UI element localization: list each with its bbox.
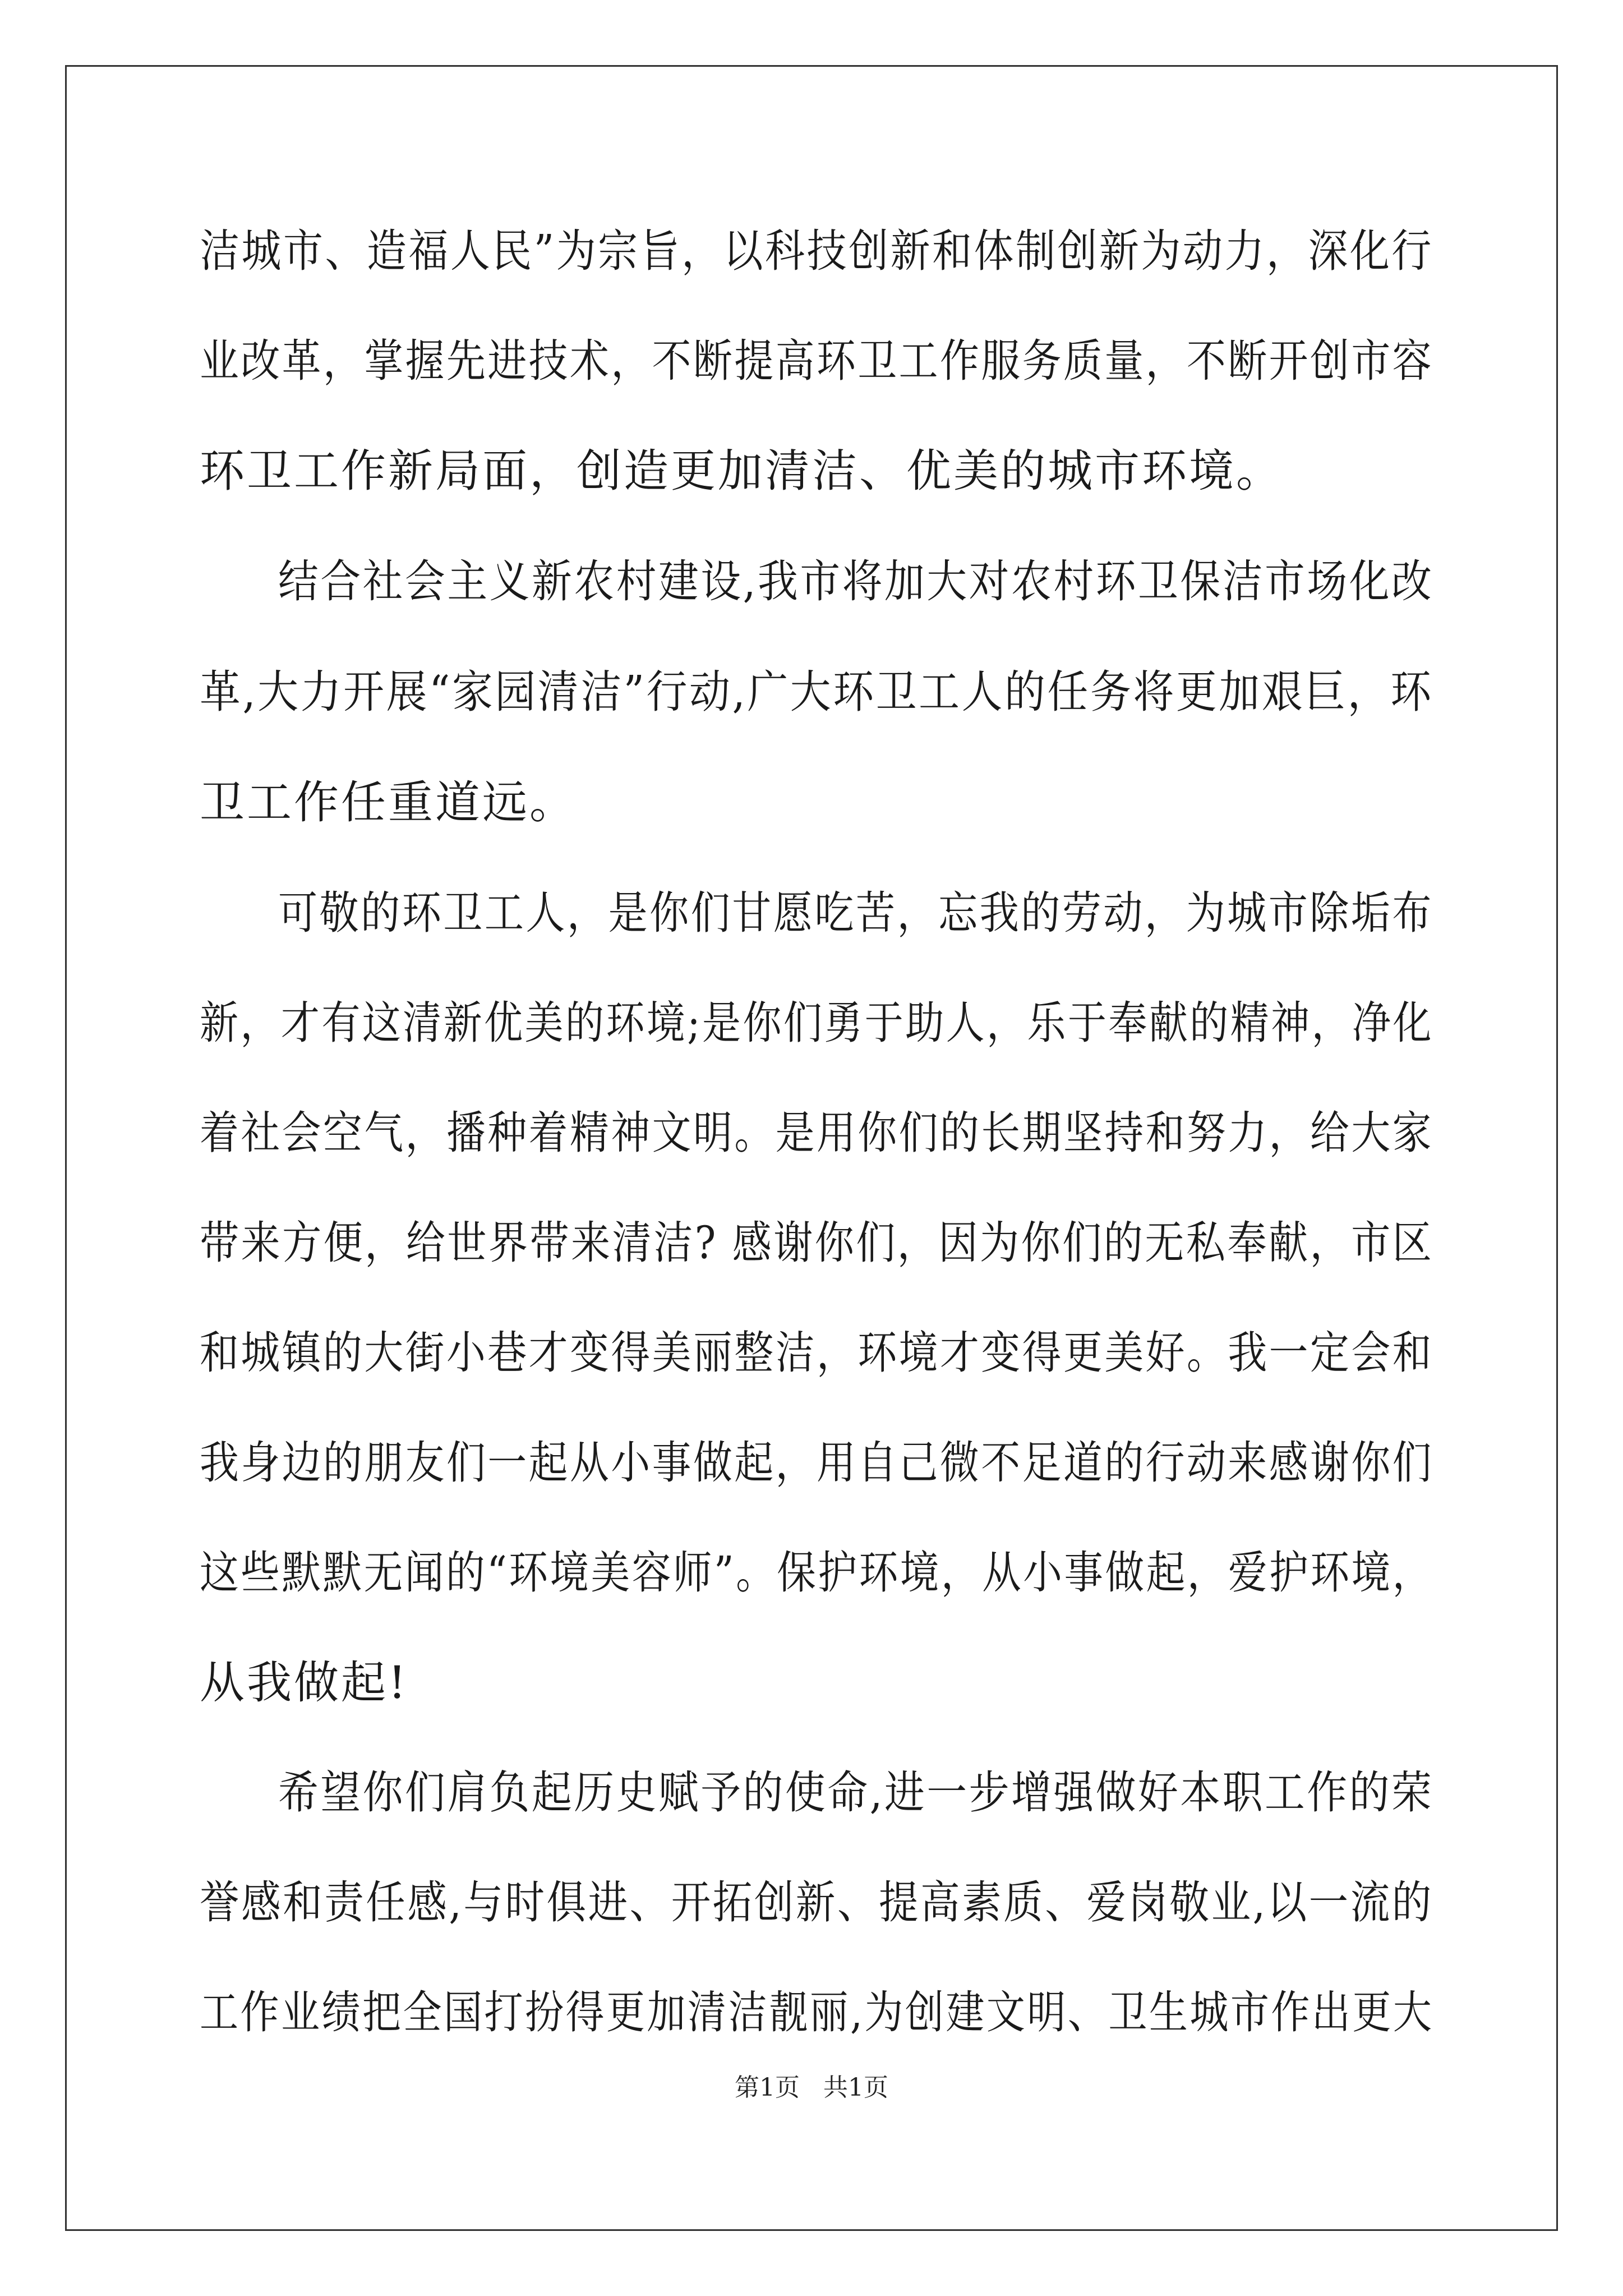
text-line: 从我做起! <box>200 1657 409 1709</box>
text-line: 卫工作任重道远。 <box>200 776 577 829</box>
text-line: 革,大力开展“家园清洁”行动,广大环卫工人的任务将更加艰巨，环 <box>200 666 1433 718</box>
text-line: 可敬的环卫工人，是你们甘愿吃苦，忘我的劳动，为城市除垢布 <box>278 887 1433 939</box>
text-line: 我身边的朋友们一起从小事做起，用自己微不足道的行动来感谢你们 <box>200 1437 1433 1489</box>
page-number-footer: 第1页 共1页 <box>735 2073 888 2102</box>
text-line: 洁城市、造福人民”为宗旨，以科技创新和体制创新为动力，深化行 <box>200 225 1433 277</box>
text-line: 业改革，掌握先进技术，不断提高环卫工作服务质量，不断开创市容 <box>200 335 1433 387</box>
text-line: 带来方便，给世界带来清洁? 感谢你们，因为你们的无私奉献，市区 <box>200 1217 1434 1269</box>
text-line: 工作业绩把全国打扮得更加清洁靓丽,为创建文明、卫生城市作出更大 <box>200 1986 1434 2039</box>
text-line: 环卫工作新局面，创造更加清洁、优美的城市环境。 <box>200 445 1283 497</box>
text-line: 新，才有这清新优美的环境;是你们勇于助人，乐于奉献的精神，净化 <box>200 997 1433 1049</box>
text-line: 和城镇的大街小巷才变得美丽整洁，环境才变得更美好。我一定会和 <box>200 1327 1433 1379</box>
text-line: 希望你们肩负起历史赋予的使命,进一步增强做好本职工作的荣 <box>278 1766 1434 1819</box>
text-line: 誉感和责任感,与时俱进、开拓创新、提高素质、爱岗敬业,以一流的 <box>200 1876 1433 1929</box>
text-line: 着社会空气，播种着精神文明。是用你们的长期坚持和努力，给大家 <box>200 1107 1433 1159</box>
text-line: 这些默默无闻的“环境美容师”。保护环境，从小事做起，爱护环境， <box>200 1547 1433 1599</box>
text-line: 结合社会主义新农村建设,我市将加大对农村环卫保洁市场化改 <box>278 555 1434 608</box>
